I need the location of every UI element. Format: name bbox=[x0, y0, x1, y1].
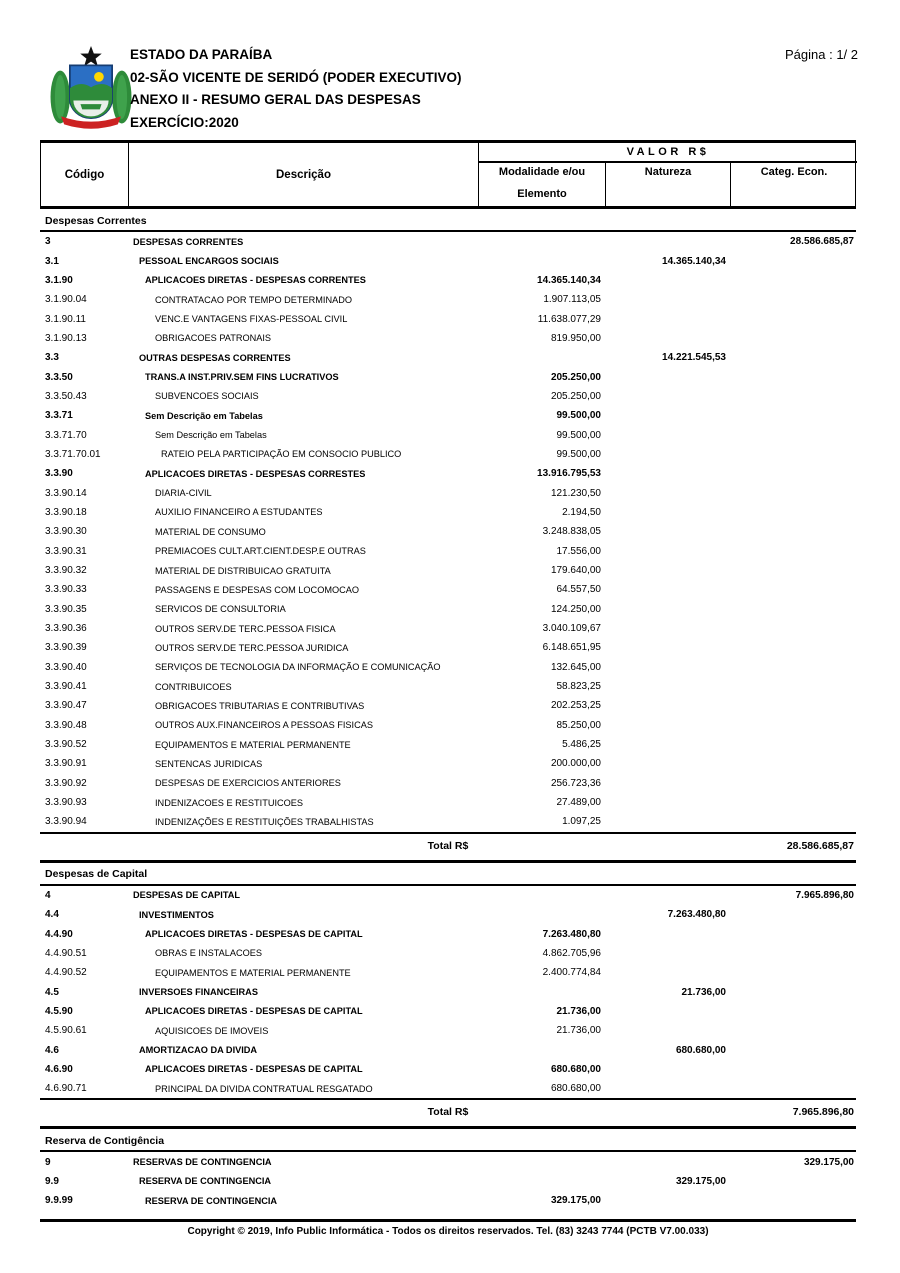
col-header-categ-econ: Categ. Econ. bbox=[760, 166, 828, 178]
section-rule-bottom bbox=[40, 1126, 856, 1129]
table-row bbox=[40, 1152, 856, 1171]
row-description: APLICACOES DIRETAS - DESPESAS DE CAPITAL bbox=[145, 929, 363, 940]
row-code: 4.5.90.61 bbox=[45, 1025, 87, 1037]
value-categ-econ: 7.965.896,80 bbox=[795, 889, 854, 901]
value-modalidade-elemento: 200.000,00 bbox=[550, 758, 601, 770]
table-row bbox=[40, 232, 856, 251]
section-rule-bottom bbox=[40, 860, 856, 863]
row-code: 3.3.90.35 bbox=[45, 603, 87, 615]
row-description: OBRIGACOES TRIBUTARIAS E CONTRIBUTIVAS bbox=[155, 700, 365, 711]
row-code: 3.3.90.33 bbox=[45, 584, 87, 596]
total-value: 28.586.685,87 bbox=[786, 839, 854, 852]
row-description: DESPESAS DE CAPITAL bbox=[133, 890, 241, 901]
table-row bbox=[40, 464, 856, 483]
entity-name: 02-SÃO VICENTE DE SERIDÓ (PODER EXECUTIVO) bbox=[130, 69, 462, 85]
value-modalidade-elemento: 124.250,00 bbox=[550, 603, 601, 615]
row-code: 4 bbox=[45, 889, 51, 901]
value-modalidade-elemento: 14.365.140,34 bbox=[537, 274, 601, 286]
row-code: 3.3.90.94 bbox=[45, 816, 87, 828]
section-total-row bbox=[40, 834, 856, 860]
table-row bbox=[40, 924, 856, 943]
row-code: 3.3.90 bbox=[45, 468, 73, 480]
row-code: 3.3.71 bbox=[45, 410, 73, 422]
row-code: 3.3.90.48 bbox=[45, 719, 87, 731]
row-description: VENC.E VANTAGENS FIXAS-PESSOAL CIVIL bbox=[155, 314, 348, 325]
row-description: DESPESAS CORRENTES bbox=[133, 236, 244, 247]
section-label: Despesas de Capital bbox=[45, 868, 148, 881]
table-row bbox=[40, 271, 856, 290]
value-modalidade-elemento: 58.823,25 bbox=[556, 681, 601, 693]
row-code: 3.3.90.36 bbox=[45, 623, 87, 635]
table-row bbox=[40, 445, 856, 464]
col-header-modalidade bbox=[479, 163, 606, 206]
table-row bbox=[40, 290, 856, 309]
row-description: OUTROS SERV.DE TERC.PESSOA FISICA bbox=[155, 623, 336, 634]
col-header-modalidade-line1: Modalidade e/ou bbox=[498, 166, 586, 178]
row-description: DESPESAS DE EXERCICIOS ANTERIORES bbox=[155, 778, 341, 789]
table-row bbox=[40, 600, 856, 619]
value-modalidade-elemento: 6.148.651,95 bbox=[542, 642, 601, 654]
row-code: 3.1 bbox=[45, 255, 59, 267]
value-modalidade-elemento: 7.263.480,80 bbox=[542, 928, 601, 940]
row-code: 3.3.90.31 bbox=[45, 545, 87, 557]
value-modalidade-elemento: 121.230,50 bbox=[550, 487, 601, 499]
row-description: Sem Descrição em Tabelas bbox=[145, 410, 263, 421]
table-row bbox=[40, 793, 856, 812]
table-row bbox=[40, 677, 856, 696]
row-code: 3.3.90.92 bbox=[45, 777, 87, 789]
row-code: 9 bbox=[45, 1156, 51, 1168]
value-modalidade-elemento: 132.645,00 bbox=[550, 661, 601, 673]
row-code: 3.1.90.04 bbox=[45, 294, 87, 306]
table-row bbox=[40, 542, 856, 561]
table-row bbox=[40, 1079, 856, 1098]
row-code: 4.5 bbox=[45, 986, 59, 998]
col-header-codigo: Código bbox=[41, 143, 129, 206]
table-row bbox=[40, 963, 856, 982]
table-body bbox=[40, 211, 856, 1222]
row-description: AMORTIZACAO DA DIVIDA bbox=[139, 1045, 258, 1056]
row-code: 3.3.90.30 bbox=[45, 526, 87, 538]
total-label: Total R$ bbox=[427, 1106, 469, 1119]
row-code: 4.4.90.51 bbox=[45, 947, 87, 959]
row-code: 4.4.90.52 bbox=[45, 967, 87, 979]
row-code: 4.6 bbox=[45, 1044, 59, 1056]
table-row bbox=[40, 754, 856, 773]
row-code: 4.5.90 bbox=[45, 1005, 73, 1017]
table-row bbox=[40, 619, 856, 638]
row-code: 3.3.50.43 bbox=[45, 390, 87, 402]
row-code: 3.3.90.93 bbox=[45, 797, 87, 809]
table-row bbox=[40, 696, 856, 715]
table-row bbox=[40, 716, 856, 735]
expenses-table bbox=[40, 140, 856, 1237]
value-modalidade-elemento: 85.250,00 bbox=[556, 719, 601, 731]
col-header-natureza: Natureza bbox=[606, 163, 731, 206]
value-natureza: 14.221.545,53 bbox=[662, 352, 726, 364]
total-label: Total R$ bbox=[427, 839, 469, 852]
section-end-padding bbox=[40, 1210, 856, 1219]
table-row bbox=[40, 309, 856, 328]
row-description: RESERVA DE CONTINGENCIA bbox=[145, 1195, 278, 1206]
table-row bbox=[40, 638, 856, 657]
row-code: 3.3.90.40 bbox=[45, 661, 87, 673]
row-description: PESSOAL ENCARGOS SOCIAIS bbox=[139, 256, 279, 267]
row-description: RATEIO PELA PARTICIPAÇÃO EM CONSOCIO PUBLICO bbox=[161, 449, 402, 460]
section-total-row bbox=[40, 1100, 856, 1126]
copyright-notice: Copyright © 2019, Info Public Informática - Todos os direitos reservados. Tel. (83) 3243 7744 (PCTB V7.00.033) bbox=[187, 1226, 709, 1238]
row-description: SENTENCAS JURIDICAS bbox=[155, 758, 263, 769]
row-code: 3.3 bbox=[45, 352, 59, 364]
value-modalidade-elemento: 202.253,25 bbox=[550, 700, 601, 712]
value-modalidade-elemento: 329.175,00 bbox=[550, 1195, 601, 1207]
row-description: APLICACOES DIRETAS - DESPESAS DE CAPITAL bbox=[145, 1006, 363, 1017]
table-row bbox=[40, 1191, 856, 1210]
row-code: 9.9.99 bbox=[45, 1195, 73, 1207]
value-natureza: 7.263.480,80 bbox=[667, 909, 726, 921]
report-title-block bbox=[130, 44, 462, 134]
table-row bbox=[40, 387, 856, 406]
row-description: RESERVA DE CONTINGENCIA bbox=[139, 1176, 272, 1187]
value-modalidade-elemento: 99.500,00 bbox=[556, 448, 601, 460]
table-row bbox=[40, 522, 856, 541]
value-modalidade-elemento: 99.500,00 bbox=[556, 410, 601, 422]
value-modalidade-elemento: 819.950,00 bbox=[550, 332, 601, 344]
table-row bbox=[40, 735, 856, 754]
coat-of-arms-paraiba-logo bbox=[47, 45, 135, 135]
table-row bbox=[40, 905, 856, 924]
table-row bbox=[40, 406, 856, 425]
coat-of-arms-icon bbox=[47, 45, 135, 135]
row-code: 3.1.90.11 bbox=[45, 313, 86, 325]
row-description: MATERIAL DE CONSUMO bbox=[155, 526, 266, 537]
page-number: Página : 1/ 2 bbox=[785, 47, 858, 62]
row-description: SERVIÇOS DE TECNOLOGIA DA INFORMAÇÃO E COMUNICAÇÃO bbox=[155, 662, 441, 673]
value-modalidade-elemento: 1.907.113,05 bbox=[543, 294, 601, 306]
value-natureza: 21.736,00 bbox=[681, 986, 726, 998]
table-row bbox=[40, 580, 856, 599]
row-description: INVERSOES FINANCEIRAS bbox=[139, 987, 258, 998]
value-modalidade-elemento: 13.916.795,53 bbox=[537, 468, 601, 480]
row-description: INDENIZAÇÕES E RESTITUIÇÕES TRABALHISTAS bbox=[155, 816, 374, 827]
row-description: PASSAGENS E DESPESAS COM LOCOMOCAO bbox=[155, 584, 360, 595]
row-code: 3 bbox=[45, 236, 51, 248]
row-code: 4.6.90.71 bbox=[45, 1083, 87, 1095]
org-name: ESTADO DA PARAÍBA bbox=[130, 47, 273, 62]
table-row bbox=[40, 503, 856, 522]
row-description: TRANS.A INST.PRIV.SEM FINS LUCRATIVOS bbox=[145, 372, 339, 383]
row-description: OUTROS AUX.FINANCEIROS A PESSOAS FISICAS bbox=[155, 720, 373, 731]
value-modalidade-elemento: 17.556,00 bbox=[556, 545, 601, 557]
row-code: 3.3.90.14 bbox=[45, 487, 87, 499]
table-row bbox=[40, 367, 856, 386]
row-description: PRINCIPAL DA DIVIDA CONTRATUAL RESGATADO bbox=[155, 1083, 373, 1094]
col-header-descricao: Descrição bbox=[129, 143, 479, 206]
row-code: 3.3.90.18 bbox=[45, 506, 87, 518]
col-group-valor: VALOR R$ bbox=[479, 143, 857, 163]
section-label: Despesas Correntes bbox=[45, 214, 147, 227]
row-code: 3.3.90.91 bbox=[45, 758, 87, 770]
section-label: Reserva de Contigência bbox=[45, 1134, 165, 1147]
row-description: INDENIZACOES E RESTITUICOES bbox=[155, 797, 304, 808]
row-code: 3.1.90.13 bbox=[45, 332, 87, 344]
row-description: MATERIAL DE DISTRIBUICAO GRATUITA bbox=[155, 565, 331, 576]
row-description: AUXILIO FINANCEIRO A ESTUDANTES bbox=[155, 507, 323, 518]
row-code: 3.3.90.47 bbox=[45, 700, 87, 712]
value-modalidade-elemento: 1.097,25 bbox=[562, 816, 601, 828]
row-code: 9.9 bbox=[45, 1175, 59, 1187]
table-row bbox=[40, 251, 856, 270]
value-modalidade-elemento: 4.862.705,96 bbox=[542, 947, 601, 959]
row-code: 3.3.90.39 bbox=[45, 642, 87, 654]
table-row bbox=[40, 1172, 856, 1191]
value-modalidade-elemento: 2.400.774,84 bbox=[542, 967, 601, 979]
value-modalidade-elemento: 99.500,00 bbox=[556, 429, 601, 441]
value-modalidade-elemento: 27.489,00 bbox=[556, 797, 601, 809]
row-description: APLICACOES DIRETAS - DESPESAS CORRESTES bbox=[145, 468, 366, 479]
row-description: DIARIA-CIVIL bbox=[155, 488, 212, 499]
row-description: OBRIGACOES PATRONAIS bbox=[155, 333, 272, 344]
table-row bbox=[40, 982, 856, 1001]
value-modalidade-elemento: 21.736,00 bbox=[556, 1025, 601, 1037]
value-modalidade-elemento: 205.250,00 bbox=[550, 371, 601, 383]
row-code: 3.3.50 bbox=[45, 371, 73, 383]
row-code: 3.1.90 bbox=[45, 274, 73, 286]
value-natureza: 329.175,00 bbox=[675, 1175, 726, 1187]
table-row bbox=[40, 1002, 856, 1021]
row-code: 3.3.90.41 bbox=[45, 681, 87, 693]
value-modalidade-elemento: 680.680,00 bbox=[550, 1083, 601, 1095]
total-value: 7.965.896,80 bbox=[792, 1106, 854, 1119]
table-row bbox=[40, 348, 856, 367]
table-row bbox=[40, 483, 856, 502]
row-description: OBRAS E INSTALACOES bbox=[155, 948, 263, 959]
row-description: EQUIPAMENTOS E MATERIAL PERMANENTE bbox=[155, 967, 351, 978]
value-modalidade-elemento: 256.723,36 bbox=[550, 777, 601, 789]
value-natureza: 14.365.140,34 bbox=[662, 255, 726, 267]
value-modalidade-elemento: 64.557,50 bbox=[556, 584, 601, 596]
row-code: 3.3.90.32 bbox=[45, 565, 87, 577]
row-description: OUTRAS DESPESAS CORRENTES bbox=[139, 352, 291, 363]
row-description: CONTRATACAO POR TEMPO DETERMINADO bbox=[155, 294, 353, 305]
table-row bbox=[40, 812, 856, 831]
row-description: PREMIACOES CULT.ART.CIENT.DESP.E OUTRAS bbox=[155, 546, 366, 557]
table-row bbox=[40, 944, 856, 963]
row-description: SUBVENCOES SOCIAIS bbox=[155, 391, 259, 402]
row-description: AQUISICOES DE IMOVEIS bbox=[155, 1025, 269, 1036]
table-row bbox=[40, 658, 856, 677]
table-header bbox=[40, 140, 856, 209]
table-row bbox=[40, 886, 856, 905]
row-description: EQUIPAMENTOS E MATERIAL PERMANENTE bbox=[155, 739, 351, 750]
row-description: CONTRIBUICOES bbox=[155, 681, 232, 692]
row-code: 3.3.71.70.01 bbox=[45, 448, 101, 460]
col-header-modalidade-line2: Elemento bbox=[517, 188, 567, 200]
table-row bbox=[40, 329, 856, 348]
value-natureza: 680.680,00 bbox=[675, 1044, 726, 1056]
row-code: 4.6.90 bbox=[45, 1063, 73, 1075]
value-modalidade-elemento: 5.486,25 bbox=[562, 739, 601, 751]
exercise-year: EXERCÍCIO:2020 bbox=[130, 114, 239, 130]
value-modalidade-elemento: 205.250,00 bbox=[550, 390, 601, 402]
value-modalidade-elemento: 3.248.838,05 bbox=[542, 526, 601, 538]
value-modalidade-elemento: 11.638.077,29 bbox=[537, 313, 601, 325]
value-modalidade-elemento: 680.680,00 bbox=[550, 1063, 601, 1075]
row-code: 4.4 bbox=[45, 909, 59, 921]
row-description: OUTROS SERV.DE TERC.PESSOA JURIDICA bbox=[155, 642, 349, 653]
row-description: RESERVAS DE CONTINGENCIA bbox=[133, 1157, 272, 1168]
row-description: APLICACOES DIRETAS - DESPESAS CORRENTES bbox=[145, 275, 366, 286]
table-row bbox=[40, 1060, 856, 1079]
row-code: 3.3.71.70 bbox=[45, 429, 87, 441]
value-modalidade-elemento: 3.040.109,67 bbox=[542, 623, 601, 635]
report-title: ANEXO II - RESUMO GERAL DAS DESPESAS bbox=[130, 92, 421, 107]
row-description: INVESTIMENTOS bbox=[139, 909, 214, 920]
table-row bbox=[40, 561, 856, 580]
row-description: SERVICOS DE CONSULTORIA bbox=[155, 604, 286, 615]
row-description: APLICACOES DIRETAS - DESPESAS DE CAPITAL bbox=[145, 1064, 363, 1075]
table-row bbox=[40, 774, 856, 793]
table-row bbox=[40, 1021, 856, 1040]
row-description: Sem Descrição em Tabelas bbox=[155, 430, 267, 441]
value-modalidade-elemento: 2.194,50 bbox=[562, 506, 601, 518]
row-code: 3.3.90.52 bbox=[45, 739, 87, 751]
section-rule-bottom bbox=[40, 1219, 856, 1222]
table-row bbox=[40, 1040, 856, 1059]
value-modalidade-elemento: 179.640,00 bbox=[550, 565, 601, 577]
table-row bbox=[40, 425, 856, 444]
value-categ-econ: 28.586.685,87 bbox=[790, 236, 854, 248]
value-modalidade-elemento: 21.736,00 bbox=[556, 1005, 601, 1017]
row-code: 4.4.90 bbox=[45, 928, 73, 940]
value-categ-econ: 329.175,00 bbox=[803, 1156, 854, 1168]
